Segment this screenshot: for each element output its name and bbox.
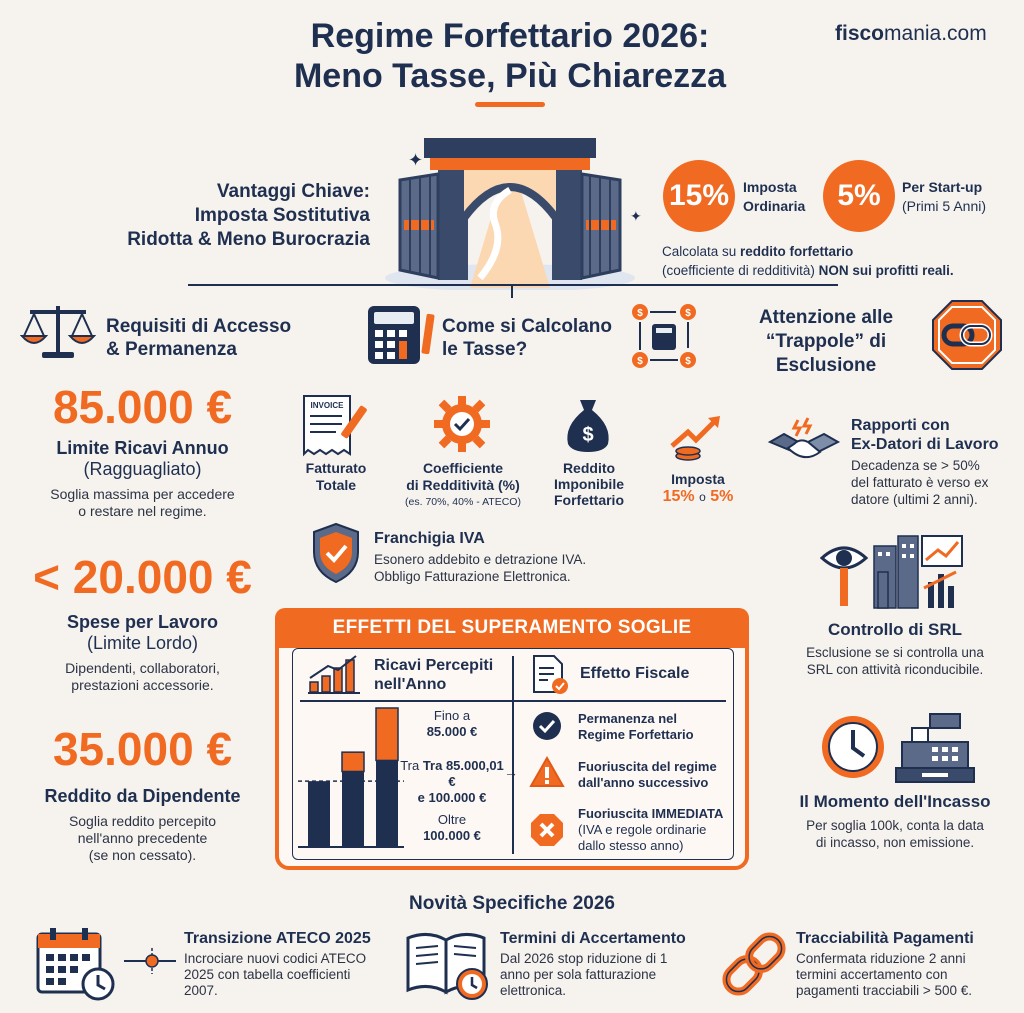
effetto-fuoriuscita-successiva: Fuoriuscita del regime dall'anno successivo <box>578 759 717 790</box>
money-bag-icon <box>562 396 614 454</box>
novita-tracciabilita: Tracciabilità Pagamenti Confermata riduzione 2 anni termini accertamento con pagamenti tracciabili > 500 €. <box>796 930 974 998</box>
step-reddito: Reddito Imponibile Forfettario <box>554 460 624 508</box>
check-circle-icon <box>531 710 563 742</box>
svg-text:$: $ <box>582 424 594 446</box>
cash-register-icon <box>892 710 976 784</box>
effetto-fuoriuscita-immediata: Fuoriuscita IMMEDIATA (IVA e regole ordinarie dallo stesso anno) <box>578 806 724 853</box>
bar-chart-icon <box>306 652 362 696</box>
requisito-spese: < 20.000 € Spese per Lavoro (Limite Lordo) Dipendenti, collaboratori, prestazioni accessorie. <box>33 551 252 693</box>
svg-text:$: $ <box>637 308 643 319</box>
novita-accertamento: Termini di Accertamento Dal 2026 stop riduzione di 1 anno per sola fatturazione elettronica. <box>500 930 686 998</box>
sparkle-icon: ✦ <box>408 150 424 170</box>
soglia-range-2: Tra Tra 85.000,01 € e 100.000 € <box>400 758 504 805</box>
trappola-momento-incasso: Il Momento dell'Incasso Per soglia 100k, conta la data di incasso, non emissione. <box>799 792 991 850</box>
bar-excess <box>376 708 398 760</box>
calcolo-heading: Come si Calcolano le Tasse? <box>442 316 612 360</box>
tax-cycle-icon <box>628 302 700 372</box>
soglie-column-rule <box>512 656 514 854</box>
svg-text:$: $ <box>685 356 691 367</box>
vantaggi-text: Vantaggi Chiave: Imposta Sostitutiva Ridotta & Meno Burocrazia <box>127 181 370 250</box>
requisiti-heading: Requisiti di Accesso & Permanenza <box>106 316 292 360</box>
shield-check-icon <box>310 522 362 584</box>
handshake-icon <box>764 414 844 476</box>
timeline-marker-icon <box>122 948 178 974</box>
invoice-icon <box>298 390 378 458</box>
soglie-chart <box>296 706 406 850</box>
scales-icon <box>20 298 96 360</box>
step-fatturato: Fatturato Totale <box>305 460 367 493</box>
requisito-dipendente: 35.000 € Reddito da Dipendente Soglia reddito percepito nell'anno precedente (se non cessato). <box>44 723 241 863</box>
range-arrow-icon: → <box>504 764 518 780</box>
warning-icon <box>529 756 565 788</box>
rate-15-badge: 15% <box>663 160 735 232</box>
page-title: Regime Forfettario 2026: Meno Tasse, Più Chiarezza <box>293 17 727 95</box>
svg-text:$: $ <box>637 356 643 367</box>
trappola-ex-datori: Rapporti con Ex-Datori di Lavoro Decadenza se > 50% del fatturato è verso ex datore (ultimi 2 anni). <box>851 417 999 507</box>
hero-divider <box>188 284 838 286</box>
brand-logo[interactable]: fiscomania.com <box>835 22 987 45</box>
title-underline <box>475 102 545 107</box>
bar-excess <box>342 752 364 771</box>
eye-buildings-icon <box>820 532 966 610</box>
book-clock-icon <box>404 926 494 1002</box>
novita-ateco: Transizione ATECO 2025 Incrociare nuovi codici ATECO 2025 con tabella coefficienti 2007. <box>184 930 371 998</box>
soglia-range-3: Oltre 100.000 € <box>423 812 481 843</box>
stop-chain-icon <box>930 298 1004 372</box>
svg-text:$: $ <box>685 308 691 319</box>
calendar-clock-icon <box>34 924 118 1002</box>
rate-15-label: Imposta Ordinaria <box>743 179 806 214</box>
soglie-col2-heading: Effetto Fiscale <box>580 665 690 682</box>
effetto-permanenza: Permanenza nel Regime Forfettario <box>578 711 694 742</box>
franchigia-iva: Franchigia IVA Esonero addebito e detrazione IVA. Obbligo Fatturazione Elettronica. <box>374 530 587 584</box>
step-imposta: Imposta 15% o 5% <box>662 471 734 505</box>
bar-base <box>376 760 398 846</box>
soglie-col1-heading: Ricavi Percepiti nell'Anno <box>374 657 494 693</box>
gear-check-icon <box>432 394 492 454</box>
hero-connector <box>511 284 513 298</box>
soglie-header: EFFETTI DEL SUPERAMENTO SOGLIE <box>275 608 749 648</box>
novita-heading: Novità Specifiche 2026 <box>409 893 615 914</box>
trappole-heading: Attenzione alle “Trappole” di Esclusione <box>758 307 894 376</box>
growth-coins-icon <box>666 412 726 464</box>
soglia-range-1: Fino a 85.000 € <box>426 708 478 739</box>
document-check-icon <box>530 654 570 696</box>
rate-note: Calcolata su reddito forfettario (coefficiente di redditività) NON sui profitti reali. <box>662 244 954 278</box>
bar-base <box>342 771 364 846</box>
requisito-ricavi: 85.000 € Limite Ricavi Annuo (Ragguagliato) Soglia massima per accedere o restare nel regime. <box>50 381 235 519</box>
rate-5-label: Per Start-up (Primi 5 Anni) <box>902 179 987 214</box>
bar-base <box>308 781 330 846</box>
calculator-icon <box>366 304 438 366</box>
chain-link-icon <box>716 926 792 1002</box>
rate-5-badge: 5% <box>823 160 895 232</box>
step-coefficiente: Coefficiente di Redditività (%) (es. 70%, 40% - ATECO) <box>405 460 521 508</box>
stop-x-icon <box>529 812 565 848</box>
clock-icon <box>818 712 888 782</box>
trappola-controllo-srl: Controllo di SRL Esclusione se si controlla una SRL con attività riconducibile. <box>806 620 984 677</box>
sparkle-icon: ✦ <box>630 208 642 224</box>
invoice-label: INVOICE <box>310 401 344 410</box>
